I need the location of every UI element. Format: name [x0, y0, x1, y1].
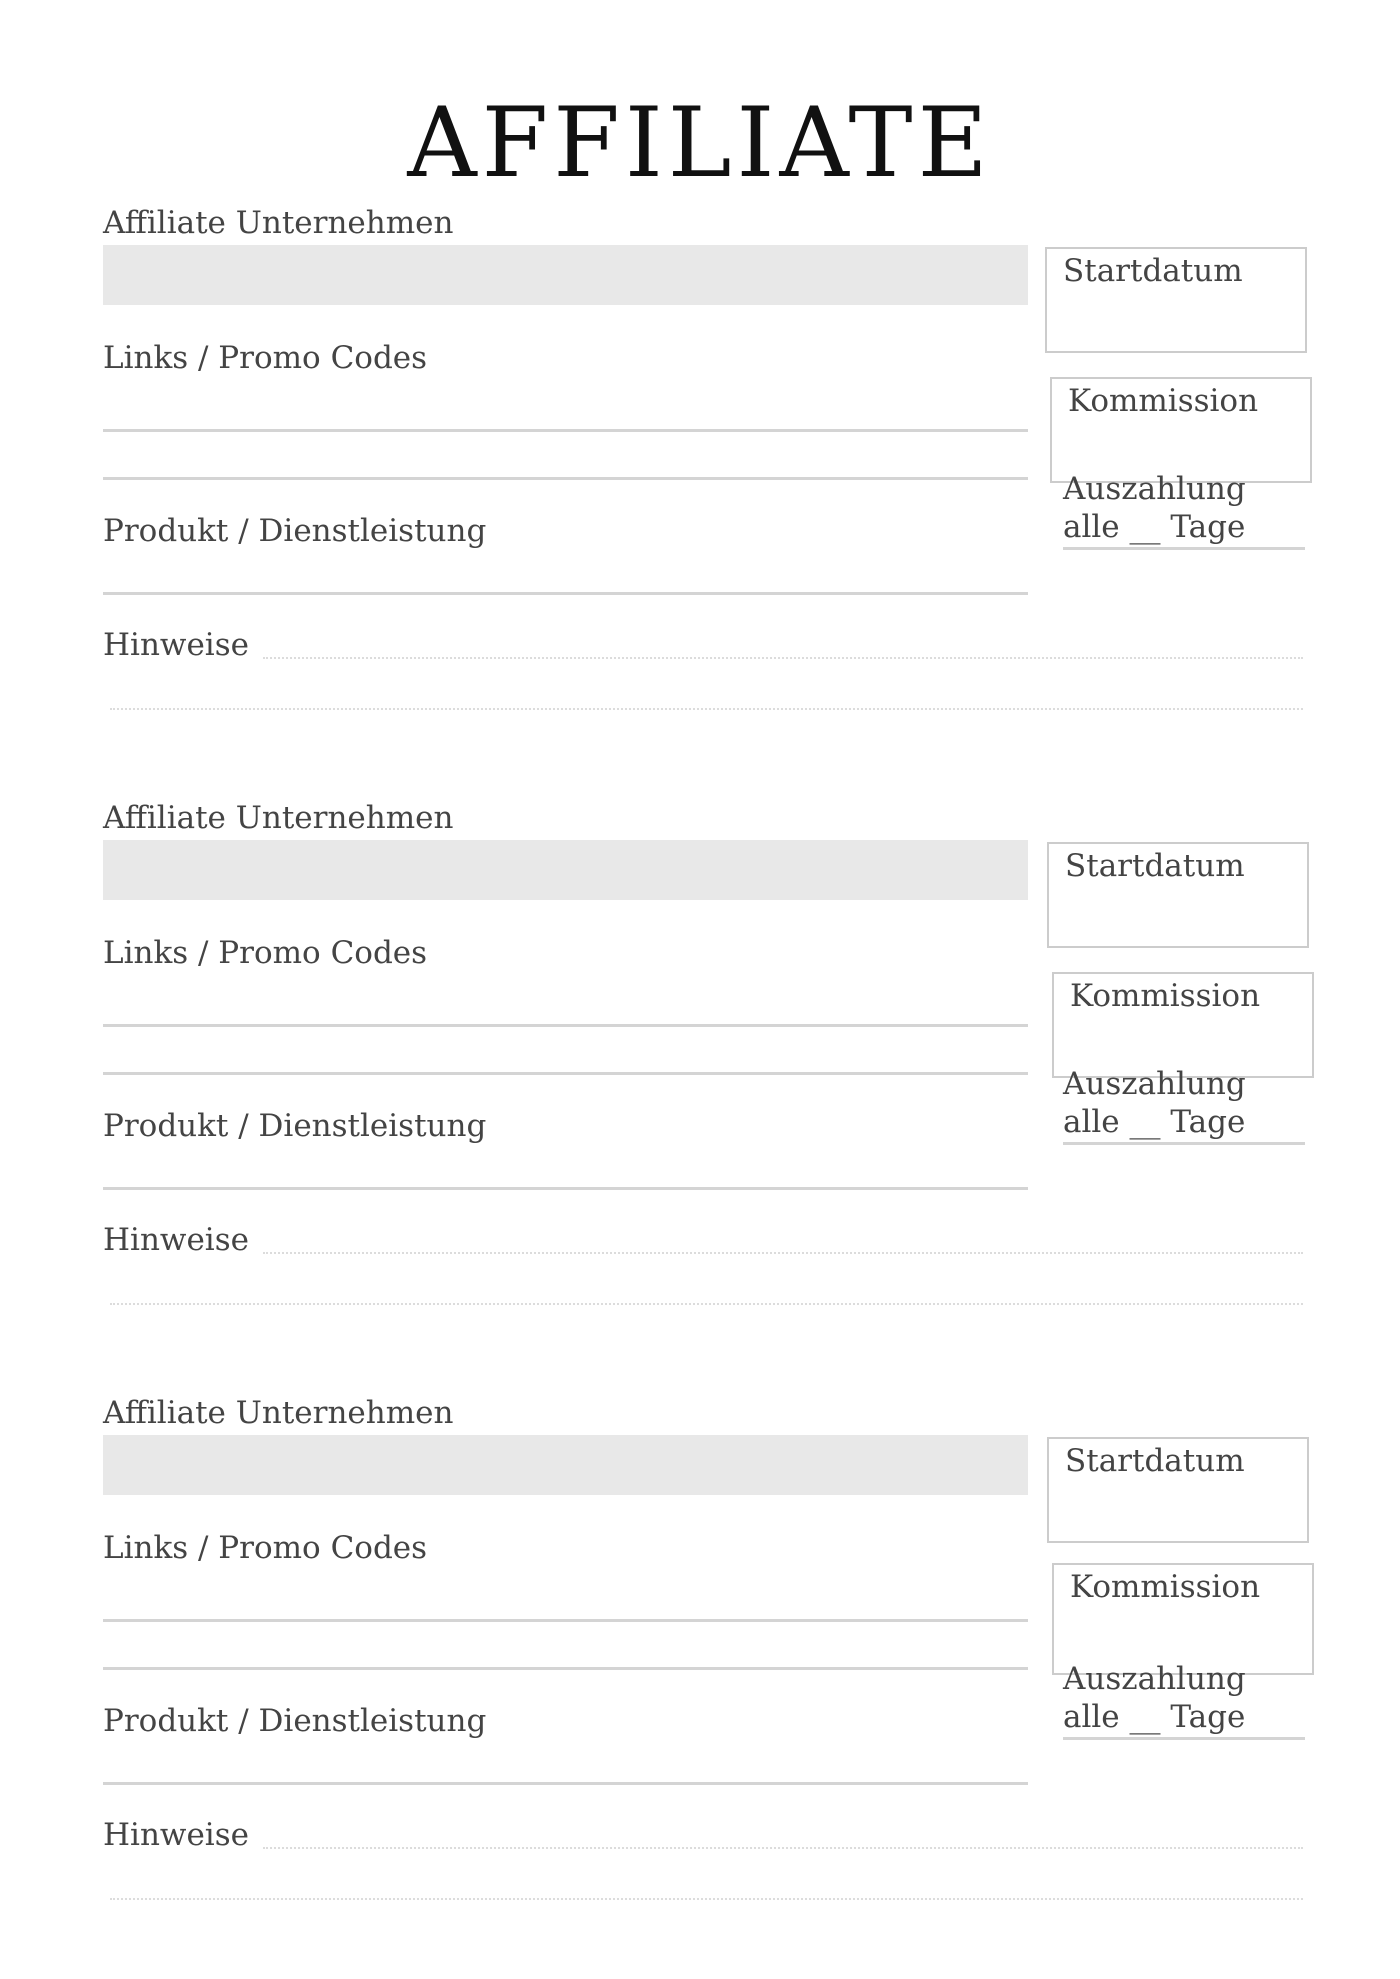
- notes-label: Hinweise: [103, 627, 249, 663]
- payout-interval-label: alle __ Tage: [1063, 509, 1246, 545]
- affiliate-entry-3: [0, 1395, 1400, 1955]
- notes-line-1[interactable]: [263, 657, 1303, 659]
- company-field[interactable]: [103, 245, 1028, 305]
- start-date-label: Startdatum: [1063, 253, 1243, 289]
- start-date-label: Startdatum: [1065, 1443, 1245, 1479]
- links-line-1[interactable]: [103, 429, 1028, 432]
- company-field[interactable]: [103, 840, 1028, 900]
- commission-label: Kommission: [1068, 383, 1259, 419]
- notes-line-2[interactable]: [110, 708, 1303, 710]
- product-line[interactable]: [103, 1187, 1028, 1190]
- start-date-box[interactable]: [1047, 1437, 1309, 1543]
- affiliate-entry-2: [0, 800, 1400, 1360]
- links-label: Links / Promo Codes: [103, 935, 428, 971]
- payout-label: Auszahlung: [1063, 1066, 1246, 1102]
- company-field[interactable]: [103, 1435, 1028, 1495]
- links-line-2[interactable]: [103, 477, 1028, 480]
- commission-label: Kommission: [1070, 1569, 1261, 1605]
- product-label: Produkt / Dienstleistung: [103, 1703, 487, 1739]
- links-line-1[interactable]: [103, 1619, 1028, 1622]
- product-line[interactable]: [103, 1782, 1028, 1785]
- notes-line-2[interactable]: [110, 1303, 1303, 1305]
- commission-box[interactable]: [1050, 377, 1312, 483]
- payout-label: Auszahlung: [1063, 1661, 1246, 1697]
- product-line[interactable]: [103, 592, 1028, 595]
- product-label: Produkt / Dienstleistung: [103, 1108, 487, 1144]
- company-label: Affiliate Unternehmen: [103, 1395, 454, 1431]
- start-date-box[interactable]: [1045, 247, 1307, 353]
- notes-label: Hinweise: [103, 1222, 249, 1258]
- payout-field[interactable]: [1063, 1065, 1305, 1145]
- payout-label: Auszahlung: [1063, 471, 1246, 507]
- product-label: Produkt / Dienstleistung: [103, 513, 487, 549]
- start-date-label: Startdatum: [1065, 848, 1245, 884]
- notes-label: Hinweise: [103, 1817, 249, 1853]
- links-line-1[interactable]: [103, 1024, 1028, 1027]
- company-label: Affiliate Unternehmen: [103, 205, 454, 241]
- links-line-2[interactable]: [103, 1667, 1028, 1670]
- commission-box[interactable]: [1052, 1563, 1314, 1675]
- payout-field[interactable]: [1063, 470, 1305, 550]
- commission-label: Kommission: [1070, 978, 1261, 1014]
- payout-field[interactable]: [1063, 1660, 1305, 1740]
- affiliate-entry-1: [0, 205, 1400, 765]
- company-label: Affiliate Unternehmen: [103, 800, 454, 836]
- notes-line-1[interactable]: [263, 1847, 1303, 1849]
- notes-line-2[interactable]: [110, 1898, 1303, 1900]
- notes-line-1[interactable]: [263, 1252, 1303, 1254]
- payout-interval-label: alle __ Tage: [1063, 1104, 1246, 1140]
- page-title: AFFILIATE: [407, 87, 993, 199]
- links-line-2[interactable]: [103, 1072, 1028, 1075]
- links-label: Links / Promo Codes: [103, 1530, 428, 1566]
- commission-box[interactable]: [1052, 972, 1314, 1078]
- start-date-box[interactable]: [1047, 842, 1309, 948]
- links-label: Links / Promo Codes: [103, 340, 428, 376]
- payout-interval-label: alle __ Tage: [1063, 1699, 1246, 1735]
